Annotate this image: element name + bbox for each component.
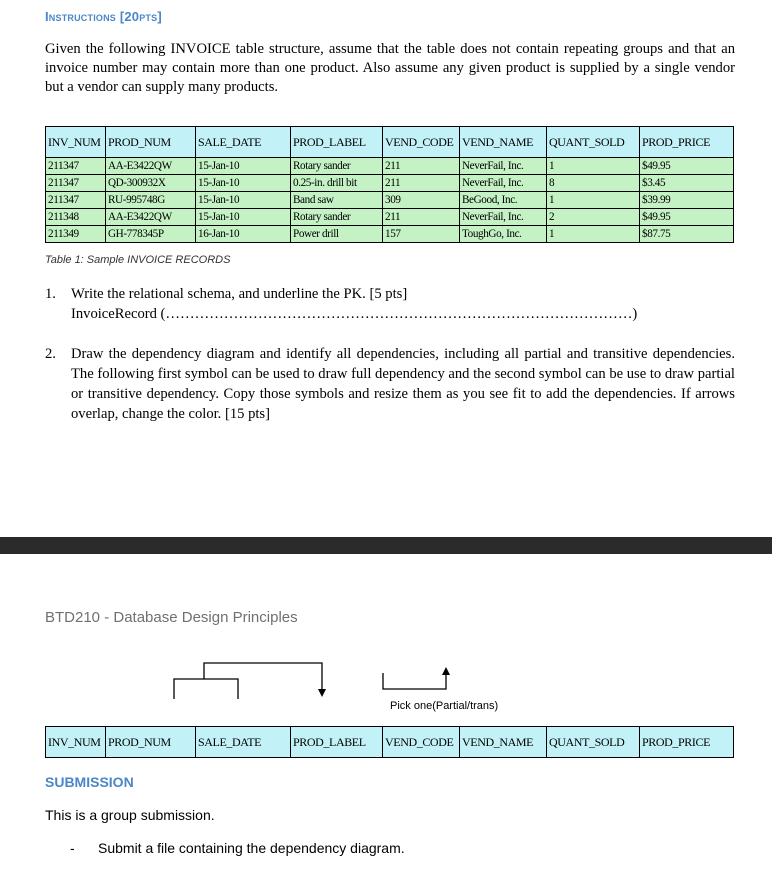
table-cell: AA-E3422QW: [106, 209, 196, 226]
submission-text: This is a group submission.: [45, 807, 215, 823]
pick-one-label: Pick one(Partial/trans): [390, 700, 499, 712]
table-row: [46, 209, 734, 226]
table-cell: $49.95: [640, 209, 734, 226]
table-cell: 211: [383, 209, 460, 226]
table-cell: Rotary sander: [291, 158, 383, 175]
arrow-down-icon: [318, 689, 326, 697]
header-cell: INV_NUM: [46, 127, 106, 158]
table-cell: Power drill: [291, 226, 383, 243]
header-cell: VEND_CODE: [383, 727, 460, 758]
table-cell: 211347: [46, 158, 106, 175]
table-cell: GH-778345P: [106, 226, 196, 243]
question-number: 1.: [45, 286, 56, 302]
table-cell: $87.75: [640, 226, 734, 243]
table-cell: NeverFail, Inc.: [460, 175, 547, 192]
bullet-marker: -: [70, 840, 75, 856]
table-cell: 8: [547, 175, 640, 192]
arrow-up-icon: [442, 667, 450, 675]
table-cell: 211348: [46, 209, 106, 226]
dependency-arrow-line: [383, 673, 446, 689]
header-cell: VEND_NAME: [460, 727, 547, 758]
header-cell: QUANT_SOLD: [547, 127, 640, 158]
table-cell: 0.25-in. drill bit: [291, 175, 383, 192]
header-cell: INV_NUM: [46, 727, 106, 758]
table-cell: 15-Jan-10: [196, 175, 291, 192]
schema-line[interactable]: InvoiceRecord (……………………………………………………………………………………): [71, 306, 638, 322]
header-cell: PROD_PRICE: [640, 727, 734, 758]
table-header-row: [46, 127, 734, 158]
dependency-symbols: [160, 655, 460, 700]
bullet-text: Submit a file containing the dependency diagram.: [98, 840, 405, 856]
table-cell: 2: [547, 209, 640, 226]
table-row: [46, 158, 734, 175]
table-cell: 211349: [46, 226, 106, 243]
table-cell: 211: [383, 158, 460, 175]
table-cell: NeverFail, Inc.: [460, 209, 547, 226]
table-cell: 211: [383, 175, 460, 192]
table-cell: NeverFail, Inc.: [460, 158, 547, 175]
table-cell: $3.45: [640, 175, 734, 192]
header-cell: PROD_PRICE: [640, 127, 734, 158]
question-number: 2.: [45, 346, 56, 362]
table-cell: 15-Jan-10: [196, 192, 291, 209]
table-cell: BeGood, Inc.: [460, 192, 547, 209]
course-title: BTD210 - Database Design Principles: [45, 609, 298, 626]
header-cell: VEND_NAME: [460, 127, 547, 158]
table-cell: 15-Jan-10: [196, 158, 291, 175]
table-cell: Band saw: [291, 192, 383, 209]
question-1: [45, 284, 745, 324]
table-cell: RU-995748G: [106, 192, 196, 209]
invoice-table: [45, 126, 734, 243]
header-cell: PROD_NUM: [106, 127, 196, 158]
table-cell: 1: [547, 226, 640, 243]
submission-bullet: [70, 840, 405, 856]
intro-paragraph: Given the following INVOICE table structure, assume that the table does not contain repeating groups and that an invoice number may contain more than one product. Also assume any given product is supplied by a single vendor but a vendor can supply many products.: [45, 41, 735, 95]
header-cell: SALE_DATE: [196, 127, 291, 158]
header-cell: PROD_NUM: [106, 727, 196, 758]
dependency-arrow-line: [204, 663, 322, 691]
header-cell: PROD_LABEL: [291, 127, 383, 158]
page-break-bar: [0, 537, 772, 554]
question-text: Draw the dependency diagram and identify all dependencies, including all partial and transitive dependencies. The following first symbol can be used to draw full dependency and the second symbol can be use to draw partial or transitive dependency. Copy those symbols and resize them as you see fit to add the dependencies. If arrows overlap, change the color. [15 pts]: [71, 346, 735, 422]
dependency-bracket-line: [174, 679, 238, 699]
header-cell: VEND_CODE: [383, 127, 460, 158]
header-cell: SALE_DATE: [196, 727, 291, 758]
table-cell: 211347: [46, 192, 106, 209]
table-cell: ToughGo, Inc.: [460, 226, 547, 243]
table-cell: AA-E3422QW: [106, 158, 196, 175]
table-cell: 16-Jan-10: [196, 226, 291, 243]
partial-transitive-dependency-symbol[interactable]: [383, 667, 450, 689]
instructions-heading: Instructions [20pts]: [45, 9, 162, 24]
header-cell: PROD_LABEL: [291, 727, 383, 758]
submission-heading: SUBMISSION: [45, 774, 134, 790]
header-cell: QUANT_SOLD: [547, 727, 640, 758]
table-cell: 1: [547, 192, 640, 209]
table-caption: Table 1: Sample INVOICE RECORDS: [45, 254, 231, 266]
table-cell: 157: [383, 226, 460, 243]
table-cell: 1: [547, 158, 640, 175]
table-cell: 15-Jan-10: [196, 209, 291, 226]
question-2: [45, 344, 735, 424]
table-cell: 211347: [46, 175, 106, 192]
full-dependency-symbol[interactable]: [174, 663, 326, 699]
table-row: [46, 175, 734, 192]
table-cell: $39.99: [640, 192, 734, 209]
table-cell: 309: [383, 192, 460, 209]
table-row: [46, 192, 734, 209]
table-cell: $49.95: [640, 158, 734, 175]
table-header-row: [46, 727, 734, 758]
table-cell: Rotary sander: [291, 209, 383, 226]
diagram-table: [45, 726, 734, 758]
question-text: Write the relational schema, and underline the PK. [5 pts]: [71, 286, 408, 302]
table-row: [46, 226, 734, 243]
table-cell: QD-300932X: [106, 175, 196, 192]
